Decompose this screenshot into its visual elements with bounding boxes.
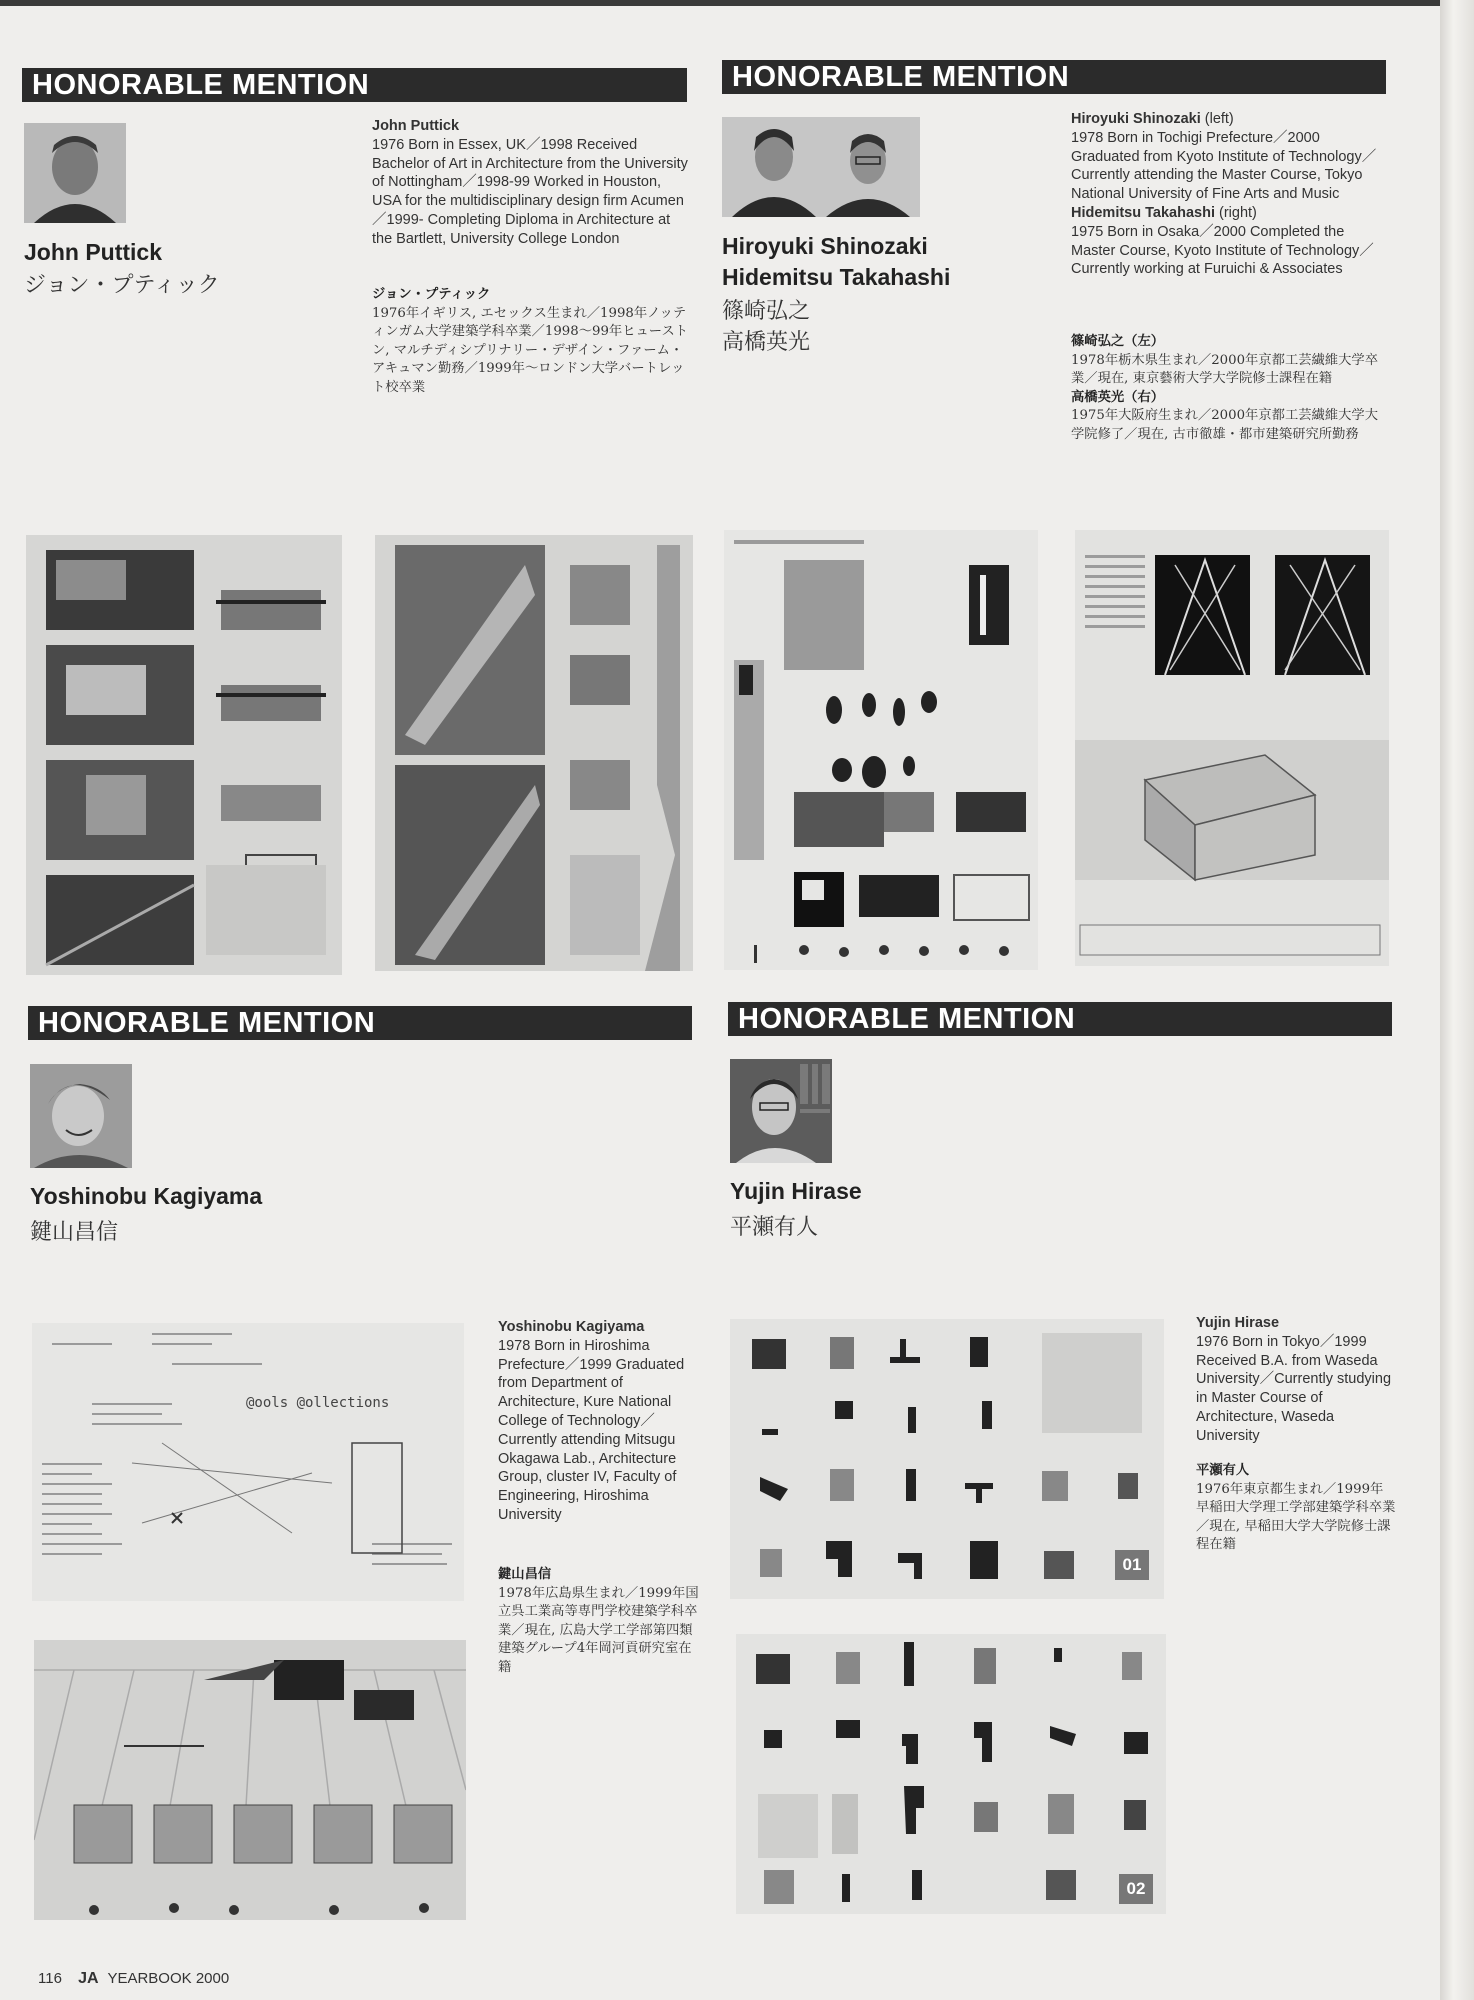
bio-name-2: Hidemitsu Takahashi xyxy=(1071,204,1215,221)
bio-jp-text-1: 1978年栃木県生まれ／2000年京都工芸繊維大学卒業／現在, 東京藝術大学大学院修士課程在籍 xyxy=(1071,352,1379,386)
bio-jp-name: ジョン・プティック xyxy=(372,287,491,302)
bio-jp-text: 1978年広島県生まれ／1999年国立呉工業高等専門学校建築学科卒業／現在, 広島大学工学部第四類建築グループ4年岡河貢研究室在籍 xyxy=(498,1585,699,1675)
bio-japanese xyxy=(1196,1462,1396,1555)
project-board-image xyxy=(375,535,693,971)
page-footer xyxy=(38,1970,229,1988)
panel-number: 01 xyxy=(1115,1550,1149,1580)
bio-text: 1978 Born in Hiroshima Prefecture／1999 Graduated from Department of Architecture, Kure National College of Technology／Currently attending Mitsugu Okagawa Lab., Architecture Group, cluster IV, Faculty of Engineering, Hiroshima University xyxy=(498,1337,685,1523)
project-board-image xyxy=(32,1323,464,1601)
publication-title: YEARBOOK 2000 xyxy=(107,1970,230,1987)
entrant-name-jp: 鍵山昌信 xyxy=(30,1220,119,1245)
section-banner: HONORABLE MENTION xyxy=(22,68,687,102)
bio-japanese xyxy=(1071,333,1389,444)
bio-text: 1976 Born in Essex, UK／1998 Received Bachelor of Art in Architecture from the University of Nottingham／1998-99 Worked in Houston, USA for the multidisciplinary design firm Acumen／1999- Completing Diploma in Architecture at the Bartlett, University College London xyxy=(372,136,688,247)
panel-number: 02 xyxy=(1119,1874,1153,1904)
project-board-image xyxy=(34,1640,466,1920)
bio-note-1: (left) xyxy=(1204,111,1234,127)
bio-english xyxy=(1071,110,1389,279)
panel-title: @ools @ollections xyxy=(246,1395,390,1411)
section-banner: HONORABLE MENTION xyxy=(722,60,1386,94)
entrant-name-jp-1: 篠崎弘之 xyxy=(722,299,811,324)
bio-jp-name-2: 高橋英光（右） xyxy=(1071,389,1165,405)
project-board-image xyxy=(730,1319,1164,1599)
entrant-name-en: Yujin Hirase xyxy=(730,1178,862,1204)
entrant-name-en: John Puttick xyxy=(24,239,163,265)
page-number: 116 xyxy=(38,1970,62,1987)
project-board-image xyxy=(26,535,342,975)
section-banner: HONORABLE MENTION xyxy=(28,1006,692,1040)
entrant-name-jp: ジョン・プティック xyxy=(24,273,220,298)
portrait-photo xyxy=(24,123,126,223)
entrant-name-en-2: Hidemitsu Takahashi xyxy=(722,264,951,290)
bio-name: John Puttick xyxy=(372,118,460,134)
bio-japanese xyxy=(372,286,690,397)
bio-name: Yujin Hirase xyxy=(1196,1315,1280,1331)
bio-text-1: 1978 Born in Tochigi Prefecture／2000 Graduated from Kyoto Institute of Technology／Currently attending the Master Course, Tokyo National University of Fine Arts and Music xyxy=(1071,129,1377,203)
portrait-photo xyxy=(730,1059,832,1163)
bio-text-2: 1975 Born in Osaka／2000 Completed the Master Course, Kyoto Institute of Technology／Currently working at Furuichi & Associates xyxy=(1071,223,1374,278)
bio-name-1: Hiroyuki Shinozaki xyxy=(1071,111,1201,127)
bio-text: 1976 Born in Tokyo／1999 Received B.A. from Waseda University／Currently studying in Master Course of Architecture, Waseda University xyxy=(1196,1333,1392,1444)
project-board-image xyxy=(724,530,1038,970)
bio-jp-text-2: 1975年大阪府生まれ／2000年京都工芸繊維大学大学院修了／現在, 古市徹雄・都市建築研究所勤務 xyxy=(1071,408,1379,442)
project-board-image xyxy=(1075,530,1389,966)
page-binding-edge xyxy=(1440,0,1474,2000)
portrait-photo xyxy=(30,1064,132,1168)
bio-english xyxy=(1196,1314,1396,1446)
entrant-name-jp: 平瀬有人 xyxy=(730,1215,819,1240)
project-board-image xyxy=(736,1634,1166,1914)
entrant-name-en: Yoshinobu Kagiyama xyxy=(30,1183,263,1209)
bio-name: Yoshinobu Kagiyama xyxy=(498,1319,645,1335)
bio-english xyxy=(498,1318,703,1525)
bio-japanese xyxy=(498,1566,703,1677)
entrant-name-jp-2: 高橋英光 xyxy=(722,330,811,355)
bio-jp-name: 鍵山昌信 xyxy=(498,1567,552,1582)
magazine-logo: JA xyxy=(78,1970,99,1987)
section-banner: HONORABLE MENTION xyxy=(728,1002,1392,1036)
bio-note-2: (right) xyxy=(1219,204,1257,221)
bio-jp-name-1: 篠崎弘之（左） xyxy=(1071,334,1165,349)
bio-english xyxy=(372,117,690,249)
bio-jp-name: 平瀬有人 xyxy=(1196,1463,1250,1478)
portrait-photo xyxy=(722,117,920,217)
bio-jp-text: 1976年東京都生まれ／1999年早稲田大学理工学部建築学科卒業／現在, 早稲田大学大学院修士課程在籍 xyxy=(1196,1481,1396,1552)
entrant-name-en-1: Hiroyuki Shinozaki xyxy=(722,233,928,259)
bio-jp-text: 1976年イギリス, エセックス生まれ／1998年ノッティンガム大学建築学科卒業／1998～99年ヒューストン, マルチディシプリナリー・デザイン・ファーム・アキュマン勤務／1999年～ロンドン大学バートレット校卒業 xyxy=(372,305,689,395)
top-edge xyxy=(0,0,1474,6)
